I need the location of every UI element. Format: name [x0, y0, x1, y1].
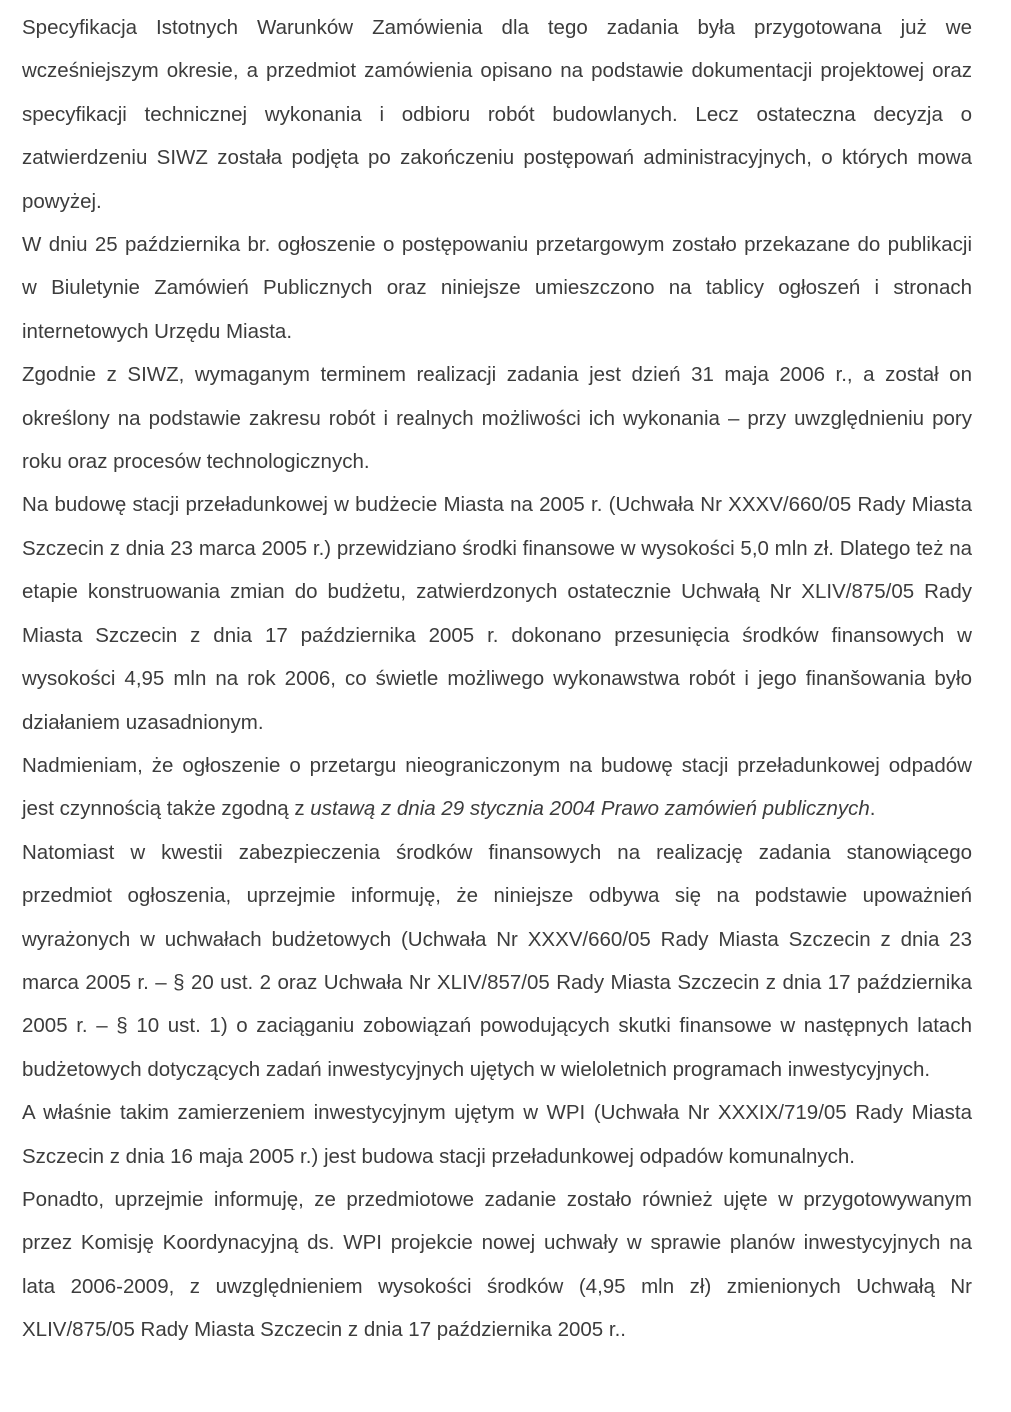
- paragraph-completion-deadline: Zgodnie z SIWZ, wymaganym terminem realizacji zadania jest dzień 31 maja 2006 r., a został on określony na podstawie zakresu robót i realnych możliwości ich wykonania – przy uwzględnieniu pory roku oraz procesów technologicznych.: [22, 363, 972, 474]
- tender-compliance-end: .: [869, 797, 876, 821]
- paragraph-announcement-publication: W dniu 25 października br. ogłoszenie o postępowaniu przetargowym zostało przekazane do publikacji w Biuletynie Zamówień Publicznych oraz niniejsze umieszczono na tablicy ogłoszeń i stronach internetowych Urzędu Miasta.: [22, 233, 972, 343]
- paragraph-new-resolution: Ponadto, uprzejmie informuję, ze przedmiotowe zadanie zostało również ujęte w przygotowywanym przez Komisję Koordynacyjną ds. WPI projekcie nowej uchwały w sprawie planów inwestycyjnych na lata 2006-2009, z uwzględnieniem wysokości środków (4,95 mln zł) zmienionych Uchwałą Nr XLIV/875/05 Rady Miasta Szczecin z dnia 17 października 2005 r..: [22, 1187, 972, 1342]
- paragraph-tender-compliance: [22, 744, 972, 831]
- tender-compliance-text: Nadmieniam, że ogłoszenie o przetargu nieograniczonym na budowę stacji przeładunkowej odpadów jest czynnością także zgodną z: [22, 753, 972, 821]
- statute-reference: ustawą z dnia 29 stycznia 2004 Prawo zamówień publicznych: [310, 797, 870, 821]
- paragraph-investment-plan: A właśnie takim zamierzeniem inwestycyjnym ujętym w WPI (Uchwała Nr XXXIX/719/05 Rady Miasta Szczecin z dnia 16 maja 2005 r.) jest budowa stacji przeładunkowej odpadów komunalnych.: [22, 1101, 972, 1168]
- paragraph-siwz-preparation: Specyfikacja Istotnych Warunków Zamówienia dla tego zadania była przygotowana już we wcześniejszym okresie, a przedmiot zamówienia opisano na podstawie dokumentacji projektowej oraz specyfikacji technicznej wykonania i odbioru robót budowlanych. Lecz ostateczna decyzja o zatwierdzeniu SIWZ została podjęta po zakończeniu postępowań administracyjnych, o których mowa powyżej.: [22, 16, 972, 213]
- paragraph-budget-funding: Na budowę stacji przeładunkowej w budżecie Miasta na 2005 r. (Uchwała Nr XXXV/660/05 Rady Miasta Szczecin z dnia 23 marca 2005 r.) przewidziano środki finansowe w wysokości 5,0 mln zł. Dlatego też na etapie konstruowania zmian do budżetu, zatwierdzonych ostatecznie Uchwałą Nr XLIV/875/05 Rady Miasta Szczecin z dnia 17 października 2005 r. dokonano przesunięcia środków finansowych w wysokości 4,95 mln na rok 2006, co świetle możliwego wykonawstwa robót i jego finanšowania było działaniem uzasadnionym.: [22, 493, 972, 734]
- document-body: [22, 6, 972, 1352]
- paragraph-financial-security: Natomiast w kwestii zabezpieczenia środków finansowych na realizację zadania stanowiącego przedmiot ogłoszenia, uprzejmie informuję, że niniejsze odbywa się na podstawie upoważnień wyrażonych w uchwałach budżetowych (Uchwała Nr XXXV/660/05 Rady Miasta Szczecin z dnia 23 marca 2005 r. – § 20 ust. 2 oraz Uchwała Nr XLIV/857/05 Rady Miasta Szczecin z dnia 17 października 2005 r. – § 10 ust. 1) o zaciąganiu zobowiązań powodujących skutki finansowe w następnych latach budżetowych dotyczących zadań inwestycyjnych ujętych w wieloletnich programach inwestycyjnych.: [22, 840, 972, 1081]
